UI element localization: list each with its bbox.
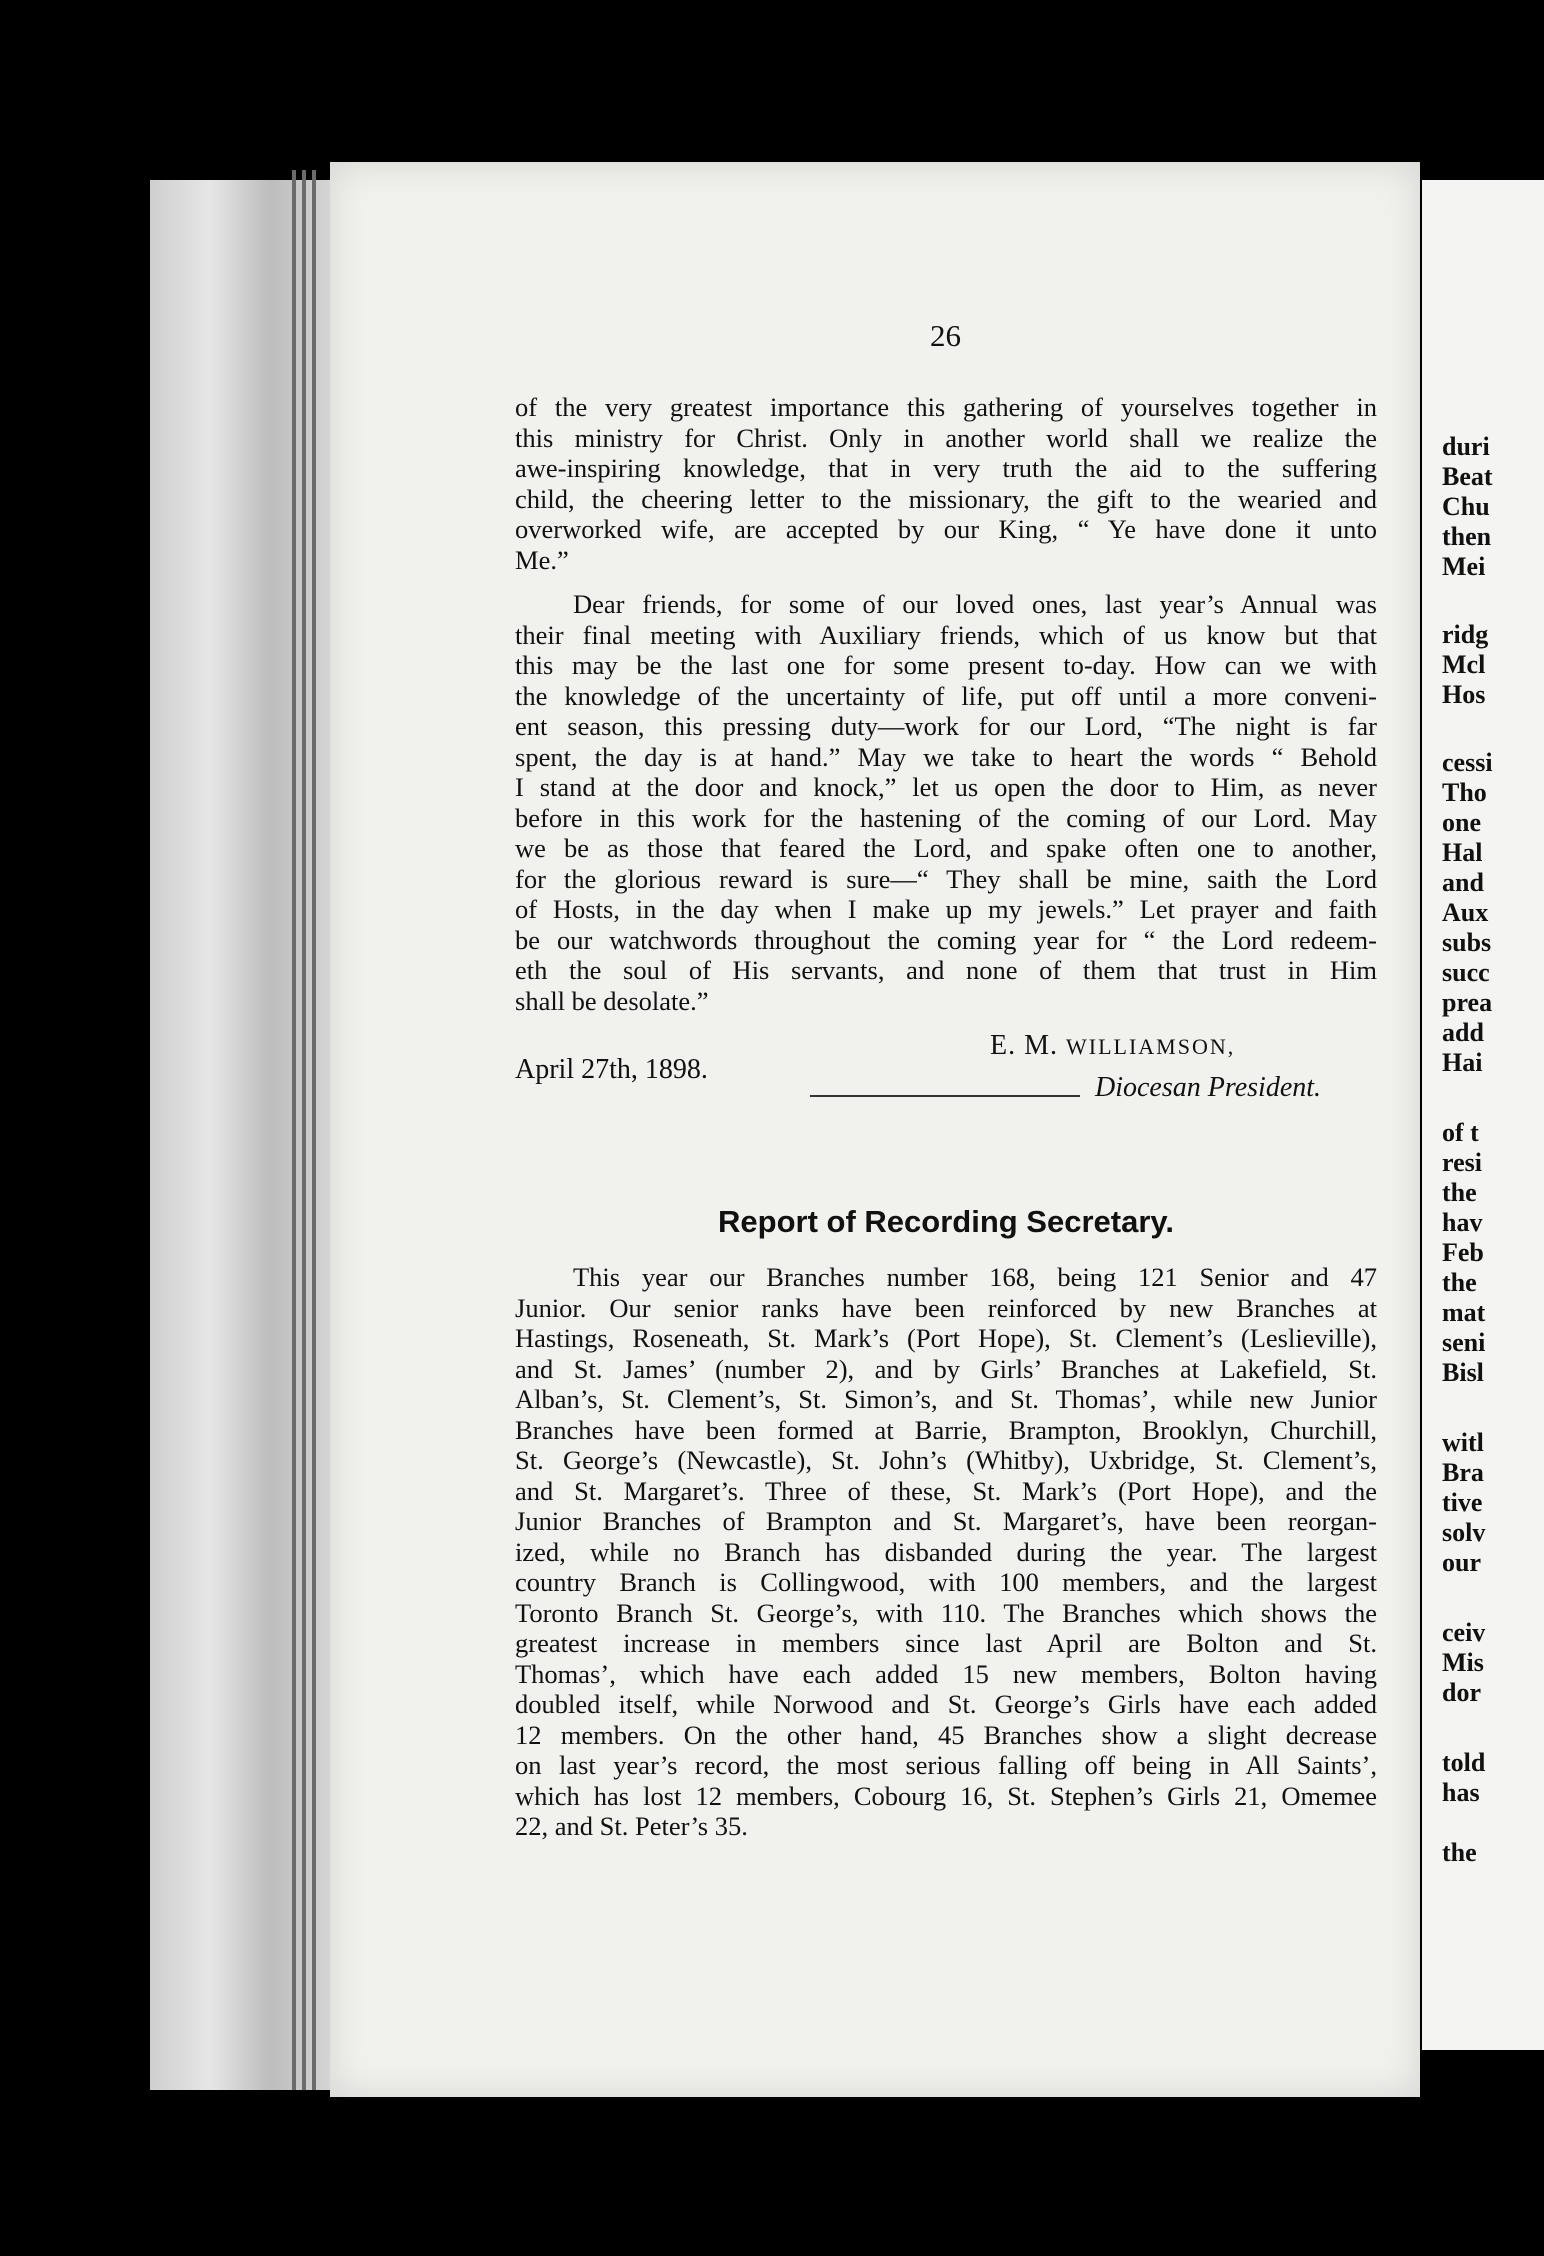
text-line: Me.” bbox=[515, 544, 569, 575]
text-line: Junior. Our senior ranks have been reinforced by new Branches at bbox=[515, 1292, 1377, 1323]
page-edge-line bbox=[302, 170, 306, 2090]
facing-page-fragment: dor bbox=[1442, 1678, 1481, 1707]
text-line: be our watchwords throughout the coming year for “ the Lord redeem- bbox=[515, 924, 1377, 955]
text-line: awe-inspiring knowledge, that in very truth the aid to the suffering bbox=[515, 453, 1377, 483]
text-line: St. George’s (Newcastle), St. John’s (Whitby), Uxbridge, St. Clement’s, bbox=[515, 1445, 1377, 1475]
page-edge-line bbox=[312, 170, 316, 2090]
page-number: 26 bbox=[930, 318, 961, 353]
text-line: spent, the day is at hand.” May we take to heart the words “ Behold bbox=[515, 741, 1377, 772]
text-line: Toronto Branch St. George’s, with 110. The Branches which shows the bbox=[515, 1597, 1377, 1628]
text-line: this may be the last one for some present to-day. How can we with bbox=[515, 650, 1377, 680]
facing-page-fragment: seni bbox=[1442, 1328, 1486, 1357]
facing-page-fragment: mat bbox=[1442, 1298, 1486, 1327]
facing-page-fragment: Feb bbox=[1442, 1238, 1484, 1267]
facing-page-fragment: Mei bbox=[1442, 552, 1486, 581]
text-line: Junior Branches of Brampton and St. Margaret’s, have been reorgan- bbox=[515, 1506, 1377, 1536]
facing-page-edge bbox=[1422, 180, 1544, 2050]
facing-page-fragment: subs bbox=[1442, 928, 1492, 957]
facing-page-fragment: Aux bbox=[1442, 898, 1489, 927]
facing-page-fragment: Mis bbox=[1442, 1648, 1484, 1677]
text-line: and St. James’ (number 2), and by Girls’ Branches at Lakefield, St. bbox=[515, 1353, 1377, 1384]
facing-page-fragment: Bra bbox=[1442, 1458, 1484, 1487]
text-line: country Branch is Collingwood, with 100 members, and the largest bbox=[515, 1567, 1377, 1597]
facing-page-fragment: Hal bbox=[1442, 838, 1483, 867]
text-line: and St. Margaret’s. Three of these, St. Mark’s (Port Hope), and the bbox=[515, 1475, 1377, 1506]
letter-text bbox=[515, 392, 1377, 1016]
text-line: Thomas’, which have each added 15 new members, Bolton having bbox=[515, 1658, 1377, 1689]
facing-page-fragment: hav bbox=[1442, 1208, 1483, 1237]
facing-page-fragment: told bbox=[1442, 1748, 1486, 1777]
text-line: which has lost 12 members, Cobourg 16, St. Stephen’s Girls 21, Omemee bbox=[515, 1780, 1377, 1811]
page-stack-edge bbox=[150, 180, 350, 2090]
facing-page-fragment: Beat bbox=[1442, 462, 1493, 491]
facing-page-fragment: then bbox=[1442, 522, 1492, 551]
facing-page-fragment: witl bbox=[1442, 1428, 1484, 1457]
text-line: the knowledge of the uncertainty of life, put off until a more conveni- bbox=[515, 680, 1377, 711]
text-line: of the very greatest importance this gathering of yourselves together in bbox=[515, 392, 1377, 422]
letter-date: April 27th, 1898. bbox=[515, 1054, 708, 1085]
text-line: shall be desolate.” bbox=[515, 985, 709, 1016]
text-line: I stand at the door and knock,” let us open the door to Him, as never bbox=[515, 772, 1377, 802]
facing-page-fragment: Bisl bbox=[1442, 1358, 1484, 1387]
facing-page-fragment: duri bbox=[1442, 432, 1490, 461]
facing-page-fragment: Chu bbox=[1442, 492, 1490, 521]
facing-page-fragment: the bbox=[1442, 1268, 1477, 1297]
facing-page-fragment: our bbox=[1442, 1548, 1481, 1577]
text-line: 22, and St. Peter’s 35. bbox=[515, 1811, 748, 1841]
text-line: this ministry for Christ. Only in another world shall we realize the bbox=[515, 422, 1377, 453]
text-line: doubled itself, while Norwood and St. George’s Girls have each added bbox=[515, 1689, 1377, 1719]
facing-page-fragment: Hai bbox=[1442, 1048, 1483, 1077]
text-line: before in this work for the hastening of the coming of our Lord. May bbox=[515, 802, 1377, 833]
text-line: 12 members. On the other hand, 45 Branches show a slight decrease bbox=[515, 1719, 1377, 1750]
signature-surname: WILLIAMSON, bbox=[1066, 1034, 1236, 1059]
text-line: ent season, this pressing duty—work for our Lord, “The night is far bbox=[515, 711, 1377, 741]
text-line: This year our Branches number 168, being 121 Senior and 47 bbox=[573, 1262, 1377, 1292]
signature-name: E. M. WILLIAMSON, bbox=[990, 1030, 1236, 1061]
text-line: of Hosts, in the day when I make up my jewels.” Let prayer and faith bbox=[515, 894, 1377, 924]
facing-page-fragment: resi bbox=[1442, 1148, 1482, 1177]
facing-page-fragment: solv bbox=[1442, 1518, 1486, 1547]
facing-page-fragment: the bbox=[1442, 1838, 1477, 1867]
facing-page-fragment: cessi bbox=[1442, 748, 1493, 777]
signature-title: Diocesan President. bbox=[1095, 1072, 1322, 1103]
text-line: ized, while no Branch has disbanded during the year. The largest bbox=[515, 1536, 1377, 1567]
facing-page-fragment: and bbox=[1442, 868, 1484, 897]
text-line: eth the soul of His servants, and none of them that trust in Him bbox=[515, 955, 1377, 985]
text-line: child, the cheering letter to the missionary, the gift to the wearied and bbox=[515, 483, 1377, 514]
facing-page-fragment: succ bbox=[1442, 958, 1490, 987]
section-heading: Report of Recording Secretary. bbox=[718, 1204, 1174, 1239]
text-line: for the glorious reward is sure—“ They shall be mine, saith the Lord bbox=[515, 863, 1377, 894]
text-line: their final meeting with Auxiliary friends, which of us know but that bbox=[515, 619, 1377, 650]
text-line: Alban’s, St. Clement’s, St. Simon’s, and St. Thomas’, while new Junior bbox=[515, 1384, 1377, 1414]
facing-page-fragment: the bbox=[1442, 1178, 1477, 1207]
section-divider bbox=[810, 1095, 1080, 1097]
text-line: Dear friends, for some of our loved ones, last year’s Annual was bbox=[573, 589, 1377, 619]
facing-page-fragment: tive bbox=[1442, 1488, 1483, 1517]
facing-page-fragment: add bbox=[1442, 1018, 1484, 1047]
facing-page-fragment: one bbox=[1442, 808, 1481, 837]
text-line: overworked wife, are accepted by our King, “ Ye have done it unto bbox=[515, 514, 1377, 544]
facing-page-fragment: of t bbox=[1442, 1118, 1479, 1147]
facing-page-fragment: ceiv bbox=[1442, 1618, 1486, 1647]
report-text bbox=[515, 1262, 1377, 1842]
facing-page-fragment: has bbox=[1442, 1778, 1480, 1807]
facing-page-fragment: Mcl bbox=[1442, 650, 1486, 679]
facing-page-fragment: ridg bbox=[1442, 620, 1489, 649]
text-line: on last year’s record, the most serious falling off being in All Saints’, bbox=[515, 1750, 1377, 1780]
text-line: we be as those that feared the Lord, and spake often one to another, bbox=[515, 833, 1377, 863]
facing-page-fragment: Tho bbox=[1442, 778, 1487, 807]
text-line: greatest increase in members since last April are Bolton and St. bbox=[515, 1628, 1377, 1658]
text-line: Branches have been formed at Barrie, Brampton, Brooklyn, Churchill, bbox=[515, 1414, 1377, 1445]
text-line: Hastings, Roseneath, St. Mark’s (Port Hope), St. Clement’s (Leslieville), bbox=[515, 1323, 1377, 1353]
facing-page-fragment: Hos bbox=[1442, 680, 1486, 709]
facing-page-fragment: prea bbox=[1442, 988, 1493, 1017]
page-edge-line bbox=[292, 170, 296, 2090]
